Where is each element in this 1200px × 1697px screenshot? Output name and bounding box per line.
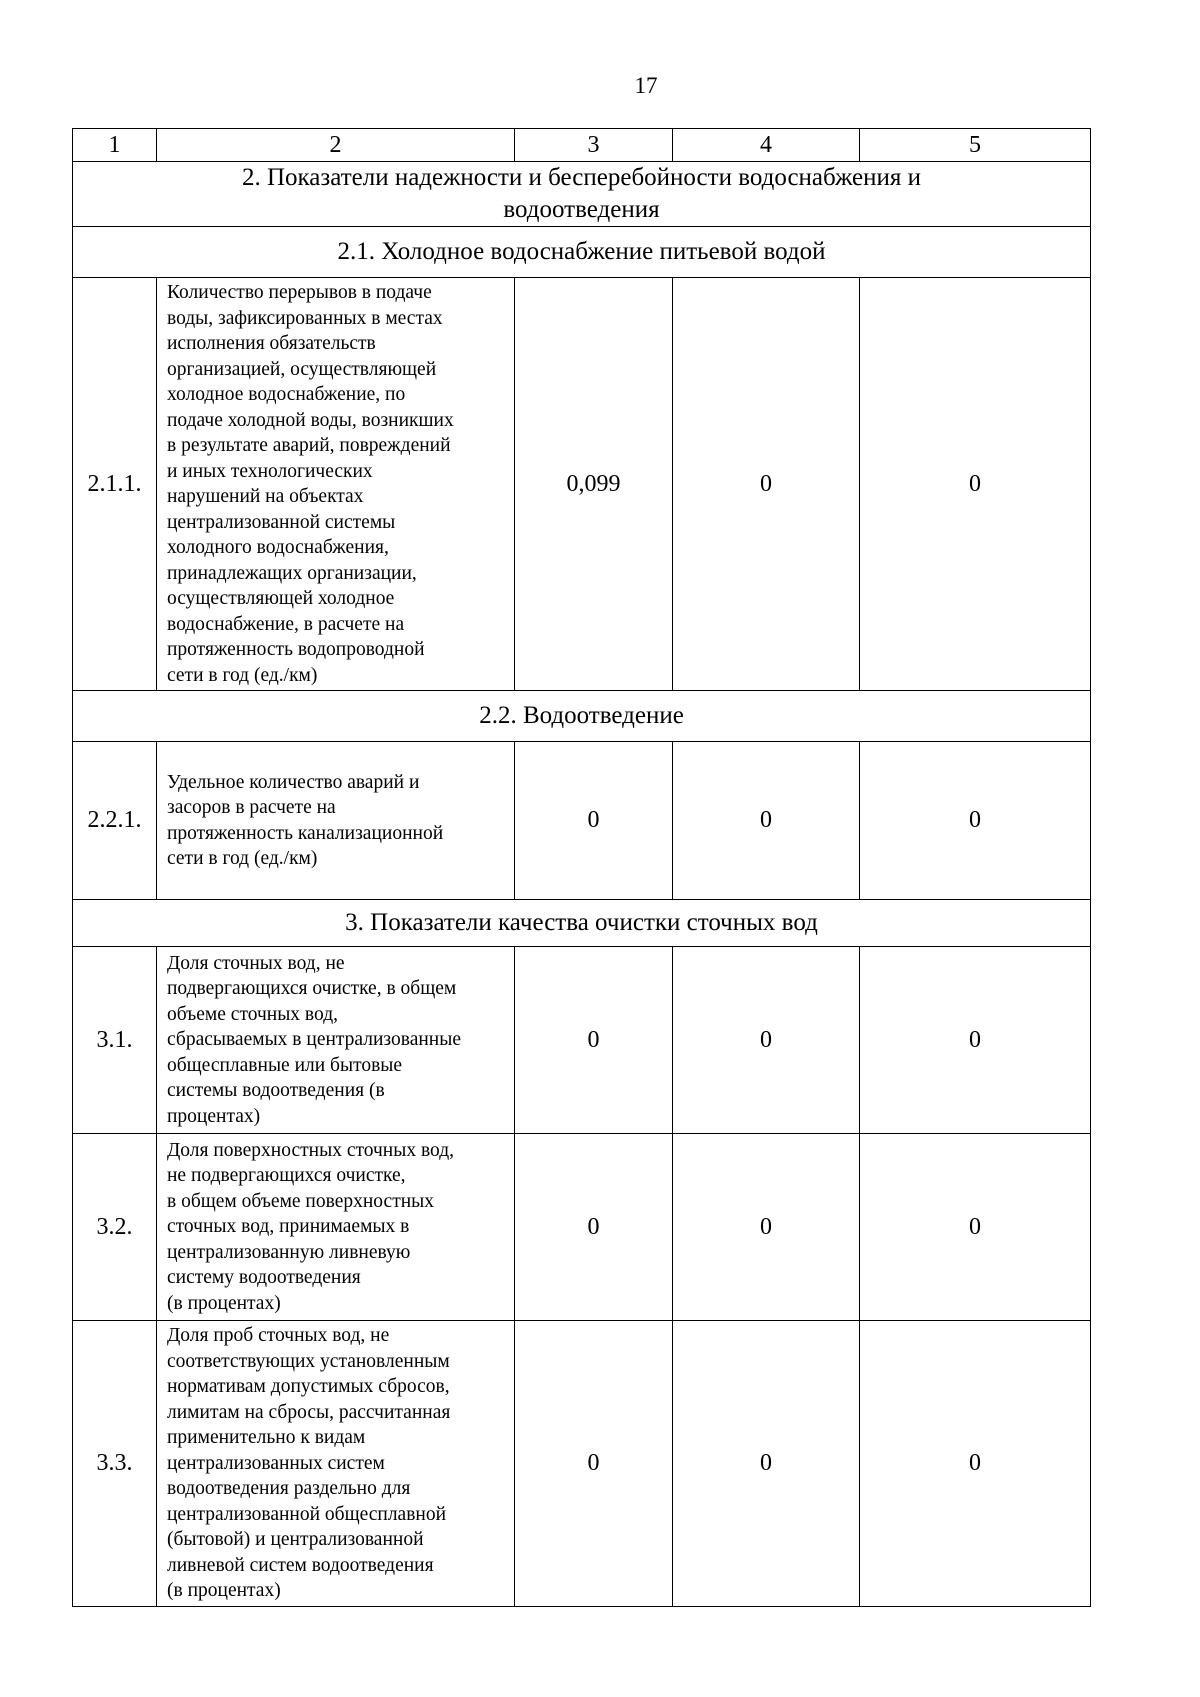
column-number-1: 1 — [73, 129, 157, 162]
value-column-3: 0 — [515, 742, 673, 900]
section-heading-2-2: 2.2. Водоотведение — [73, 691, 1091, 742]
description-line: воды, зафиксированных в местах — [167, 307, 443, 329]
description-line: и иных технологических — [167, 460, 373, 482]
description-line: нормативам допустимых сбросов, — [167, 1376, 450, 1398]
column-number-4: 4 — [673, 129, 860, 162]
description-line: сети в год (ед./км) — [167, 848, 318, 869]
value-column-3: 0 — [515, 1134, 673, 1321]
description-line: засоров в расчете на — [167, 797, 336, 818]
section-heading-row — [73, 900, 1091, 947]
description-line: сточных вод, принимаемых в — [167, 1216, 410, 1238]
section-heading-row — [73, 227, 1091, 278]
description-line: водоотведения раздельно для — [167, 1478, 411, 1500]
section-heading-2 — [73, 162, 1091, 227]
column-number-5: 5 — [860, 129, 1091, 162]
description-line: нарушений на объектах — [167, 486, 364, 507]
table-row — [73, 1321, 1091, 1607]
value-column-3: 0 — [515, 1321, 673, 1607]
table-row — [73, 742, 1091, 900]
table-row — [73, 278, 1091, 691]
table-row — [73, 947, 1091, 1134]
value-column-3: 0,099 — [515, 278, 673, 691]
description-line: сбрасываемых в централизованные — [167, 1029, 461, 1051]
section-heading-2-line-1: 2. Показатели надежности и бесперебойности водоснабжения и — [241, 164, 922, 191]
value-column-5: 0 — [860, 742, 1091, 900]
value-column-4: 0 — [673, 1321, 860, 1607]
row-number: 3.1. — [73, 947, 157, 1134]
description-line: Удельное количество аварий и — [167, 771, 420, 793]
description-line: общесплавные или бытовые — [167, 1054, 403, 1076]
description-line: протяженность канализационной — [167, 822, 444, 844]
description-line: сети в год (ед./км) — [167, 664, 318, 686]
description-line: (бытовой) и централизованной — [167, 1529, 424, 1551]
indicators-table — [72, 128, 1091, 1607]
row-number: 2.2.1. — [73, 742, 157, 900]
value-column-4: 0 — [673, 278, 860, 691]
description-line: в результате аварий, повреждений — [167, 435, 451, 456]
value-column-5: 0 — [860, 1134, 1091, 1321]
description-line: Количество перерывов в подаче — [167, 282, 432, 303]
description-line: соответствующих установленным — [167, 1350, 450, 1372]
value-column-5: 0 — [860, 1321, 1091, 1607]
description-line: Доля проб сточных вод, не — [167, 1325, 390, 1347]
value-column-5: 0 — [860, 278, 1091, 691]
description-line: подвергающихся очистке, в общем — [167, 978, 457, 1000]
description-line: исполнения обязательств — [167, 333, 376, 354]
description-line: централизованных систем — [167, 1452, 385, 1474]
section-heading-2-1: 2.1. Холодное водоснабжение питьевой водой — [73, 227, 1091, 278]
description-line: осуществляющей холодное — [167, 588, 395, 609]
description-line: водоснабжение, в расчете на — [167, 613, 405, 635]
row-number: 2.1.1. — [73, 278, 157, 691]
section-heading-2-line-2: водоотведения — [503, 196, 660, 223]
row-description — [157, 1134, 515, 1321]
value-column-3: 0 — [515, 947, 673, 1134]
value-column-4: 0 — [673, 1134, 860, 1321]
row-number: 3.3. — [73, 1321, 157, 1607]
table-row — [73, 1134, 1091, 1321]
description-line: централизованную ливневую — [167, 1241, 411, 1263]
description-line: подаче холодной воды, возникших — [167, 409, 454, 431]
description-line: Доля сточных вод, не — [167, 952, 345, 974]
column-number-2: 2 — [157, 129, 515, 162]
value-column-5: 0 — [860, 947, 1091, 1134]
description-line: протяженность водопроводной — [167, 639, 425, 660]
description-line: в общем объеме поверхностных — [167, 1190, 435, 1212]
description-line: ливневой систем водоотведения — [167, 1554, 434, 1576]
description-line: системы водоотведения (в — [167, 1080, 385, 1102]
description-line: холодного водоснабжения, — [167, 537, 389, 558]
description-line: применительно к видам — [167, 1427, 366, 1449]
description-line: (в процентах) — [167, 1292, 281, 1314]
description-line: процентах) — [167, 1105, 261, 1127]
description-line: не подвергающихся очистке, — [167, 1165, 406, 1187]
column-number-3: 3 — [515, 129, 673, 162]
row-description — [157, 742, 515, 900]
description-line: холодное водоснабжение, по — [167, 384, 406, 405]
page-number: 17 — [634, 73, 658, 98]
description-line: организацией, осуществляющей — [167, 358, 437, 380]
description-line: систему водоотведения — [167, 1267, 361, 1289]
section-heading-row — [73, 691, 1091, 742]
column-number-row — [73, 129, 1091, 162]
description-line: централизованной системы — [167, 511, 396, 533]
value-column-4: 0 — [673, 742, 860, 900]
value-column-4: 0 — [673, 947, 860, 1134]
row-description — [157, 1321, 515, 1607]
section-heading-row — [73, 162, 1091, 227]
row-description — [157, 947, 515, 1134]
description-line: (в процентах) — [167, 1580, 281, 1602]
description-line: лимитам на сбросы, рассчитанная — [167, 1401, 451, 1423]
description-line: принадлежащих организации, — [167, 562, 417, 584]
row-number: 3.2. — [73, 1134, 157, 1321]
description-line: Доля поверхностных сточных вод, — [167, 1139, 455, 1161]
row-description — [157, 278, 515, 691]
description-line: объеме сточных вод, — [167, 1003, 338, 1025]
description-line: централизованной общесплавной — [167, 1503, 447, 1525]
section-heading-3: 3. Показатели качества очистки сточных вод — [73, 900, 1091, 947]
